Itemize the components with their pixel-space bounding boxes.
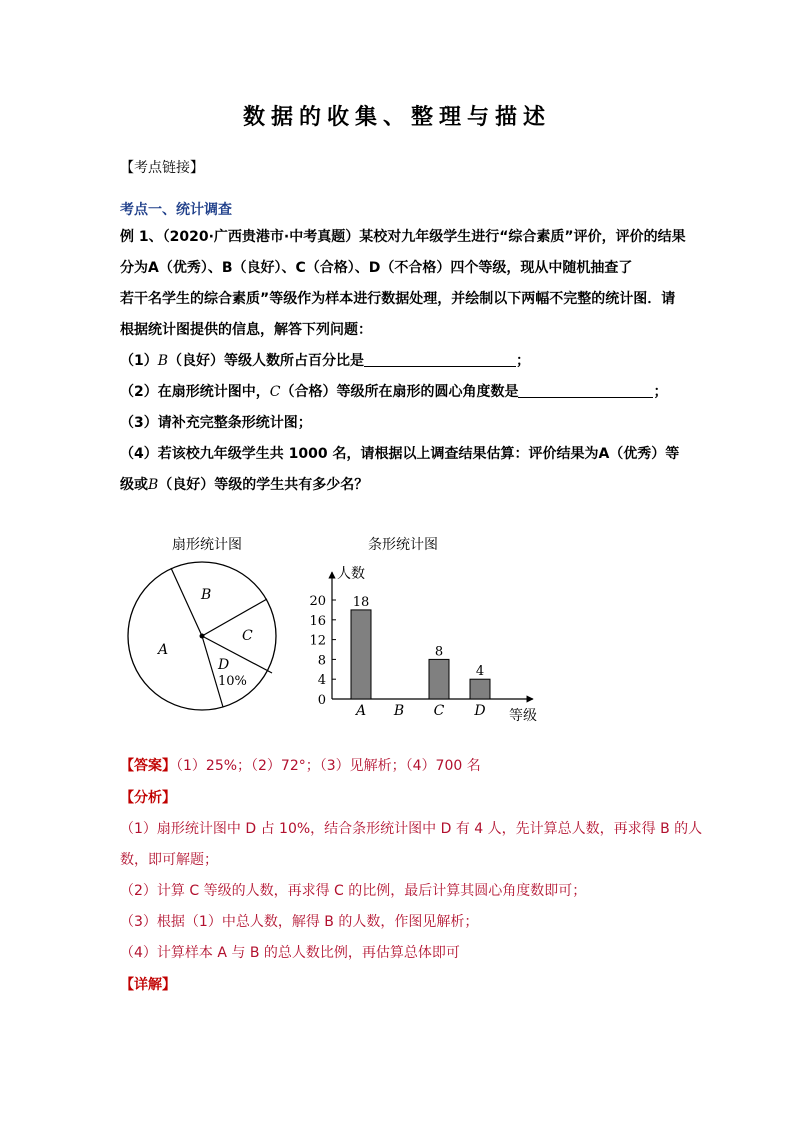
pie-label-a: A (158, 642, 169, 658)
bar-chart (305, 560, 555, 730)
analysis-line-4: （3）根据（1）中总人数，解得 B 的人数，作图见解析； (120, 914, 479, 930)
analysis-line-2: 数，即可解题； (120, 852, 218, 868)
q2-end: ； (653, 384, 668, 400)
question-2 (120, 381, 667, 401)
pie-chart (114, 553, 294, 733)
q2-text: （合格）等级所在扇形的圆心角度数是 (280, 384, 519, 400)
q2-letter: C (269, 384, 281, 400)
q4-prefix: 级或 (120, 477, 148, 493)
y-tick-label: 16 (309, 613, 326, 629)
topic-heading: 考点一、统计调查 (120, 202, 232, 218)
section-header: 【考点链接】 (120, 160, 204, 176)
example-line-3: 若干名学生的综合素质”等级作为样本进行数据处理，并绘制以下两幅不完整的统计图．请 (120, 291, 676, 307)
question-3: （3）请补充完整条形统计图； (120, 415, 312, 431)
pie-label-d: D (218, 657, 230, 673)
answer-label: 【答案】 (120, 758, 176, 774)
pie-label-c: C (242, 628, 253, 644)
page-title: 数据的收集、整理与描述 (242, 104, 551, 130)
pie-label-d-percent: 10% (218, 674, 247, 689)
q1-prefix: （1） (120, 353, 158, 369)
x-tick-label-b: B (393, 703, 405, 719)
bar-value-label-d: 4 (475, 664, 485, 680)
x-tick-label-d: D (474, 703, 486, 719)
y-tick-label: 0 (317, 693, 326, 708)
x-tick-label-a: A (355, 703, 367, 719)
y-tick-label: 20 (309, 594, 326, 609)
bar-d (470, 679, 490, 699)
y-tick-label: 4 (317, 673, 326, 689)
answer-text: （1）25%；（2）72°；（3）见解析；（4）700 名 (176, 758, 481, 774)
analysis-line-5: （4）计算样本 A 与 B 的总人数比例，再估算总体即可 (120, 945, 460, 961)
pie-center-dot (200, 634, 205, 639)
y-axis-label: 人数 (337, 566, 365, 582)
q1-end: ； (516, 353, 531, 369)
bar-value-label-a: 18 (352, 594, 370, 610)
example-line-4: 根据统计图提供的信息，解答下列问题： (120, 322, 372, 338)
analysis-line-1: （1）扇形统计图中 D 占 10%，结合条形统计图中 D 有 4 人，先计算总人数，再求得 B 的人 (120, 821, 703, 837)
detail-label: 【详解】 (120, 977, 176, 993)
q1-answer-blank[interactable] (364, 352, 516, 367)
answer-line (120, 755, 481, 775)
q4-letter: B (148, 477, 159, 493)
x-tick-label-c: C (433, 703, 445, 719)
bar-value-label-c: 8 (434, 644, 444, 660)
y-tick-label: 8 (317, 653, 326, 669)
bar-c (429, 659, 449, 699)
question-4-line-2 (120, 474, 368, 494)
analysis-label: 【分析】 (120, 790, 176, 806)
question-1 (120, 350, 530, 370)
example-line-1: 例 1、（2020·广西贵港市·中考真题）某校对九年级学生进行“综合素质”评价，评价的结果 (120, 229, 686, 245)
q2-answer-blank[interactable] (518, 383, 653, 398)
q4-text: （良好）等级的学生共有多少名？ (158, 477, 369, 493)
x-axis-label: 等级 (509, 708, 537, 724)
pie-chart-title: 扇形统计图 (172, 537, 242, 553)
question-4-line-1: （4）若该校九年级学生共 1000 名，请根据以上调查结果估算：评价结果为A（优秀）等 (120, 446, 680, 462)
q2-prefix: （2）在扇形统计图中， (120, 384, 270, 400)
bar-chart-title: 条形统计图 (368, 537, 438, 553)
analysis-line-3: （2）计算 C 等级的人数，再求得 C 的比例，最后计算其圆心角度数即可； (120, 883, 587, 899)
pie-label-b: B (201, 587, 212, 603)
q1-letter: B (157, 353, 169, 369)
bar-a (351, 610, 371, 699)
y-tick-label: 12 (309, 633, 326, 649)
example-line-2: 分为A（优秀）、B（良好）、C（合格）、D（不合格）四个等级，现从中随机抽查了 (120, 260, 633, 276)
q1-text: （良好）等级人数所占百分比是 (168, 353, 365, 369)
